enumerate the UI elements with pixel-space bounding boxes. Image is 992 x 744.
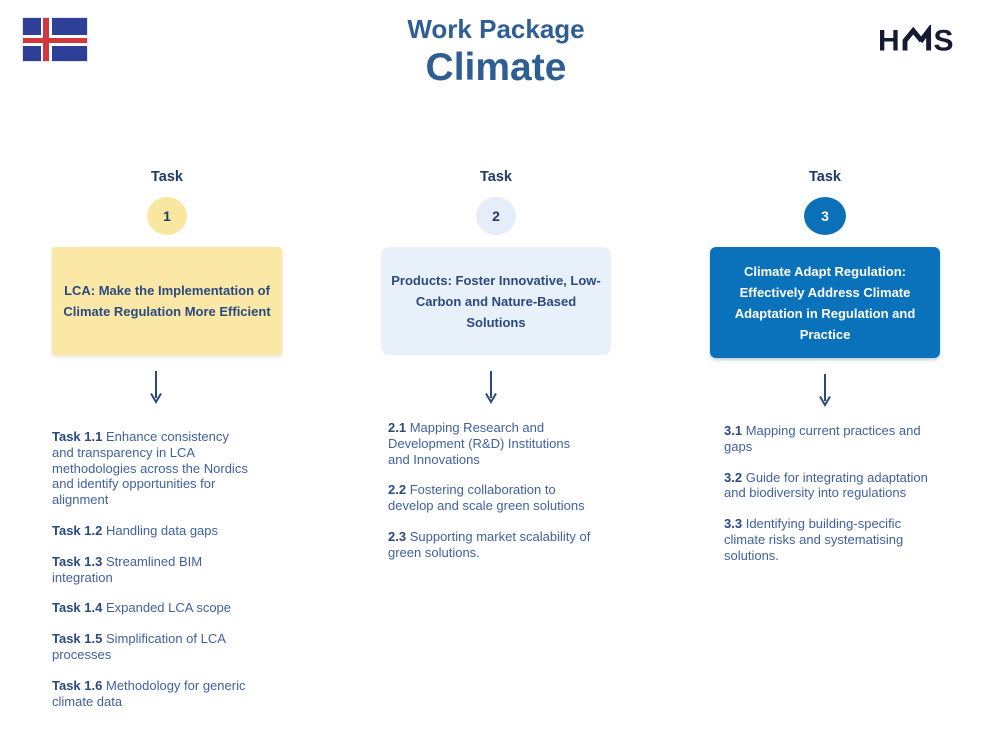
task-number: 3	[821, 208, 829, 224]
down-arrow	[41, 369, 271, 407]
down-arrow-icon	[149, 369, 163, 407]
task-item-text: Supporting market scalability of green solutions.	[388, 528, 591, 560]
task-label: Task	[151, 169, 183, 185]
task-label: Task	[480, 169, 512, 185]
task-item-text: Mapping current practices and gaps	[724, 423, 921, 454]
task-item	[724, 516, 939, 563]
down-arrow-icon	[818, 372, 832, 410]
task-item-list	[388, 420, 593, 561]
task-item-text: Methodology for generic climate data	[52, 677, 246, 709]
task-number: 1	[163, 208, 171, 224]
task-column-2	[381, 168, 611, 576]
task-item-text: Streamlined BIM integration	[52, 553, 203, 585]
task-item-prefix: Task 1.4	[52, 600, 103, 616]
task-item	[52, 554, 252, 586]
task-item	[724, 470, 939, 502]
task-item	[388, 482, 593, 514]
task-item-prefix: 3.1	[724, 423, 743, 438]
work-package-label: Work Package	[407, 14, 585, 44]
task-column-3	[710, 168, 940, 579]
task-item-list	[52, 429, 252, 709]
task-item-prefix: Task 1.5	[52, 631, 103, 647]
task-item-prefix: 2.2	[388, 482, 407, 498]
task-title-box	[52, 247, 282, 355]
task-title: Climate Adapt Regulation: Effectively Address Climate Adaptation in Regulation and Practice	[734, 263, 916, 342]
logo-letter-h: H	[878, 25, 900, 55]
task-item	[388, 529, 593, 561]
logo-peak-1	[905, 31, 922, 51]
hms-logo	[878, 25, 956, 61]
task-item	[52, 678, 252, 710]
task-item-text: Enhance consistency and transparency in LCA methodologies across the Nordics and identify opportunities for alignment	[52, 429, 248, 508]
task-item-prefix: 3.3	[724, 516, 743, 532]
task-item	[388, 420, 593, 467]
page-title: Climate	[425, 46, 567, 89]
down-arrow	[376, 369, 606, 407]
task-item	[52, 600, 252, 616]
task-item-text: Identifying building-specific climate risks and systematising solutions.	[724, 516, 904, 563]
logo-letter-s: S	[933, 25, 954, 55]
task-item-prefix: 3.2	[724, 469, 743, 485]
task-item	[52, 523, 252, 539]
down-arrow-icon	[484, 369, 498, 407]
page-header	[0, 14, 992, 91]
task-title-box	[381, 247, 611, 355]
task-item-text: Guide for integrating adaptation and biodiversity into regulations	[724, 469, 928, 501]
hms-logo-icon	[878, 25, 956, 55]
task-item-text: Mapping Research and Development (R&D) Institutions and Innovations	[388, 420, 571, 467]
task-item-prefix: Task 1.3	[52, 553, 103, 569]
task-number-badge	[476, 197, 516, 235]
task-item-prefix: 2.3	[388, 528, 407, 544]
task-item-text: Simplification of LCA processes	[52, 631, 226, 662]
task-title: LCA: Make the Implementation of Climate Regulation More Efficient	[63, 283, 271, 319]
task-item-text: Expanded LCA scope	[105, 600, 232, 616]
task-item	[52, 429, 252, 508]
task-item-prefix: Task 1.2	[52, 522, 103, 538]
task-number-badge	[147, 197, 187, 235]
task-item	[724, 423, 939, 455]
task-item	[52, 631, 252, 663]
task-item-text: Fostering collaboration to develop and scale green solutions	[388, 482, 585, 514]
task-number: 2	[492, 208, 500, 224]
task-number-badge	[804, 197, 846, 235]
task-title: Products: Foster Innovative, Low-Carbon and Nature-Based Solutions	[391, 272, 601, 330]
task-item-list	[724, 423, 939, 564]
task-title-box	[710, 247, 940, 358]
task-column-1	[52, 168, 282, 724]
logo-peak-2	[920, 31, 928, 51]
task-label: Task	[809, 169, 841, 185]
task-item-prefix: Task 1.6	[52, 677, 103, 693]
task-item-text: Handling data gaps	[105, 522, 219, 538]
task-item-prefix: Task 1.1	[52, 429, 103, 444]
down-arrow	[710, 372, 940, 410]
task-item-prefix: 2.1	[388, 420, 407, 435]
